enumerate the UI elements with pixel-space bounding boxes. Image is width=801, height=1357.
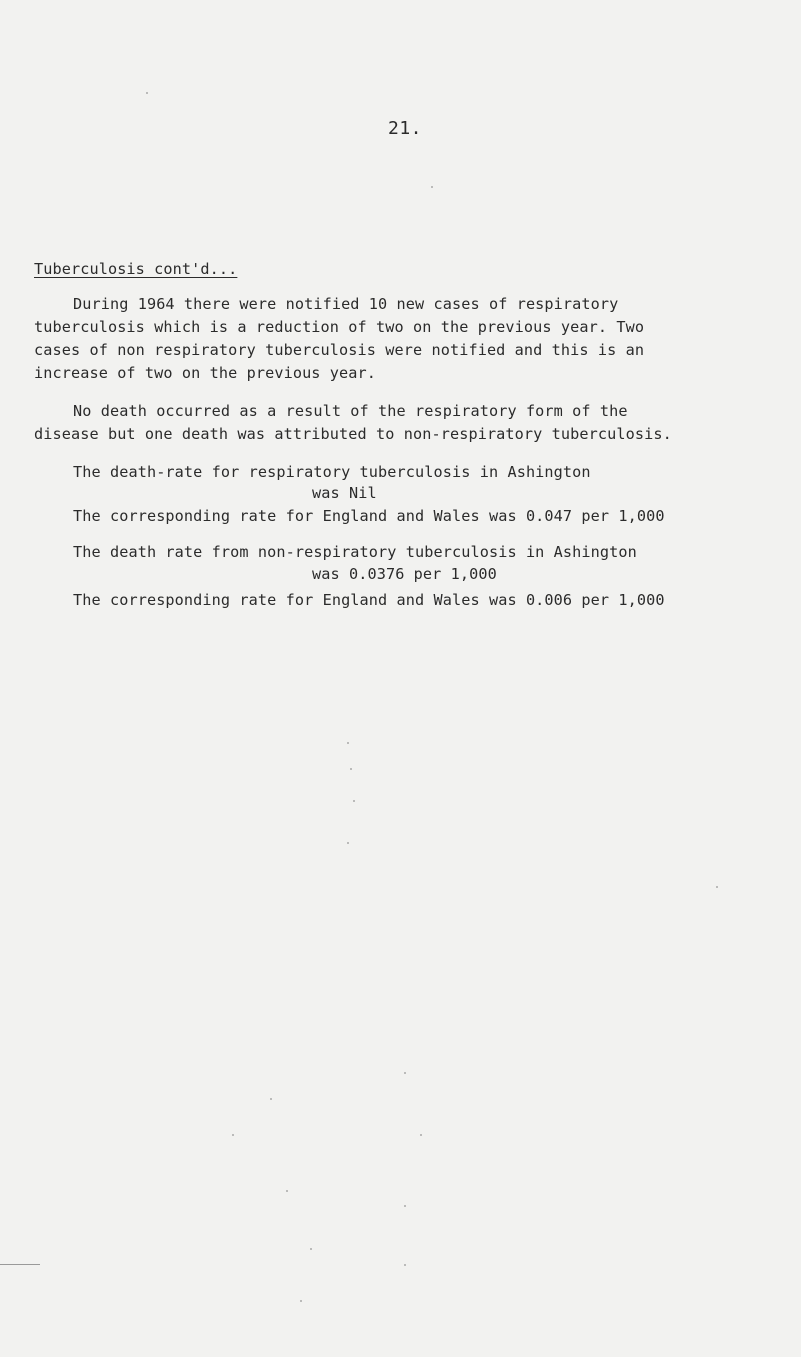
paragraph-4-line-3: The corresponding rate for England and Wales was 0.006 per 1,000	[73, 591, 665, 609]
page-number: 21.	[388, 118, 423, 139]
paragraph-1-line-1: During 1964 there were notified 10 new cases of respiratory	[73, 295, 619, 313]
section-heading: Tuberculosis cont'd...	[34, 260, 238, 278]
scan-edge-line	[0, 1264, 40, 1265]
paragraph-1-line-2: tuberculosis which is a reduction of two on the previous year. Two	[34, 318, 645, 336]
paragraph-2-line-2: disease but one death was attributed to non-respiratory tuberculosis.	[34, 425, 672, 443]
paragraph-1-line-3: cases of non respiratory tuberculosis were notified and this is an	[34, 341, 645, 359]
paragraph-2-line-1: No death occurred as a result of the respiratory form of the	[73, 402, 628, 420]
paragraph-3-line-3: The corresponding rate for England and Wales was 0.047 per 1,000	[73, 507, 665, 525]
paragraph-4-line-2: was 0.0376 per 1,000	[312, 565, 497, 583]
paragraph-4-line-1: The death rate from non-respiratory tuberculosis in Ashington	[73, 543, 637, 561]
paragraph-3-line-1: The death-rate for respiratory tuberculosis in Ashington	[73, 463, 591, 481]
paragraph-3-line-2: was Nil	[312, 484, 377, 502]
paragraph-1-line-4: increase of two on the previous year.	[34, 364, 377, 382]
